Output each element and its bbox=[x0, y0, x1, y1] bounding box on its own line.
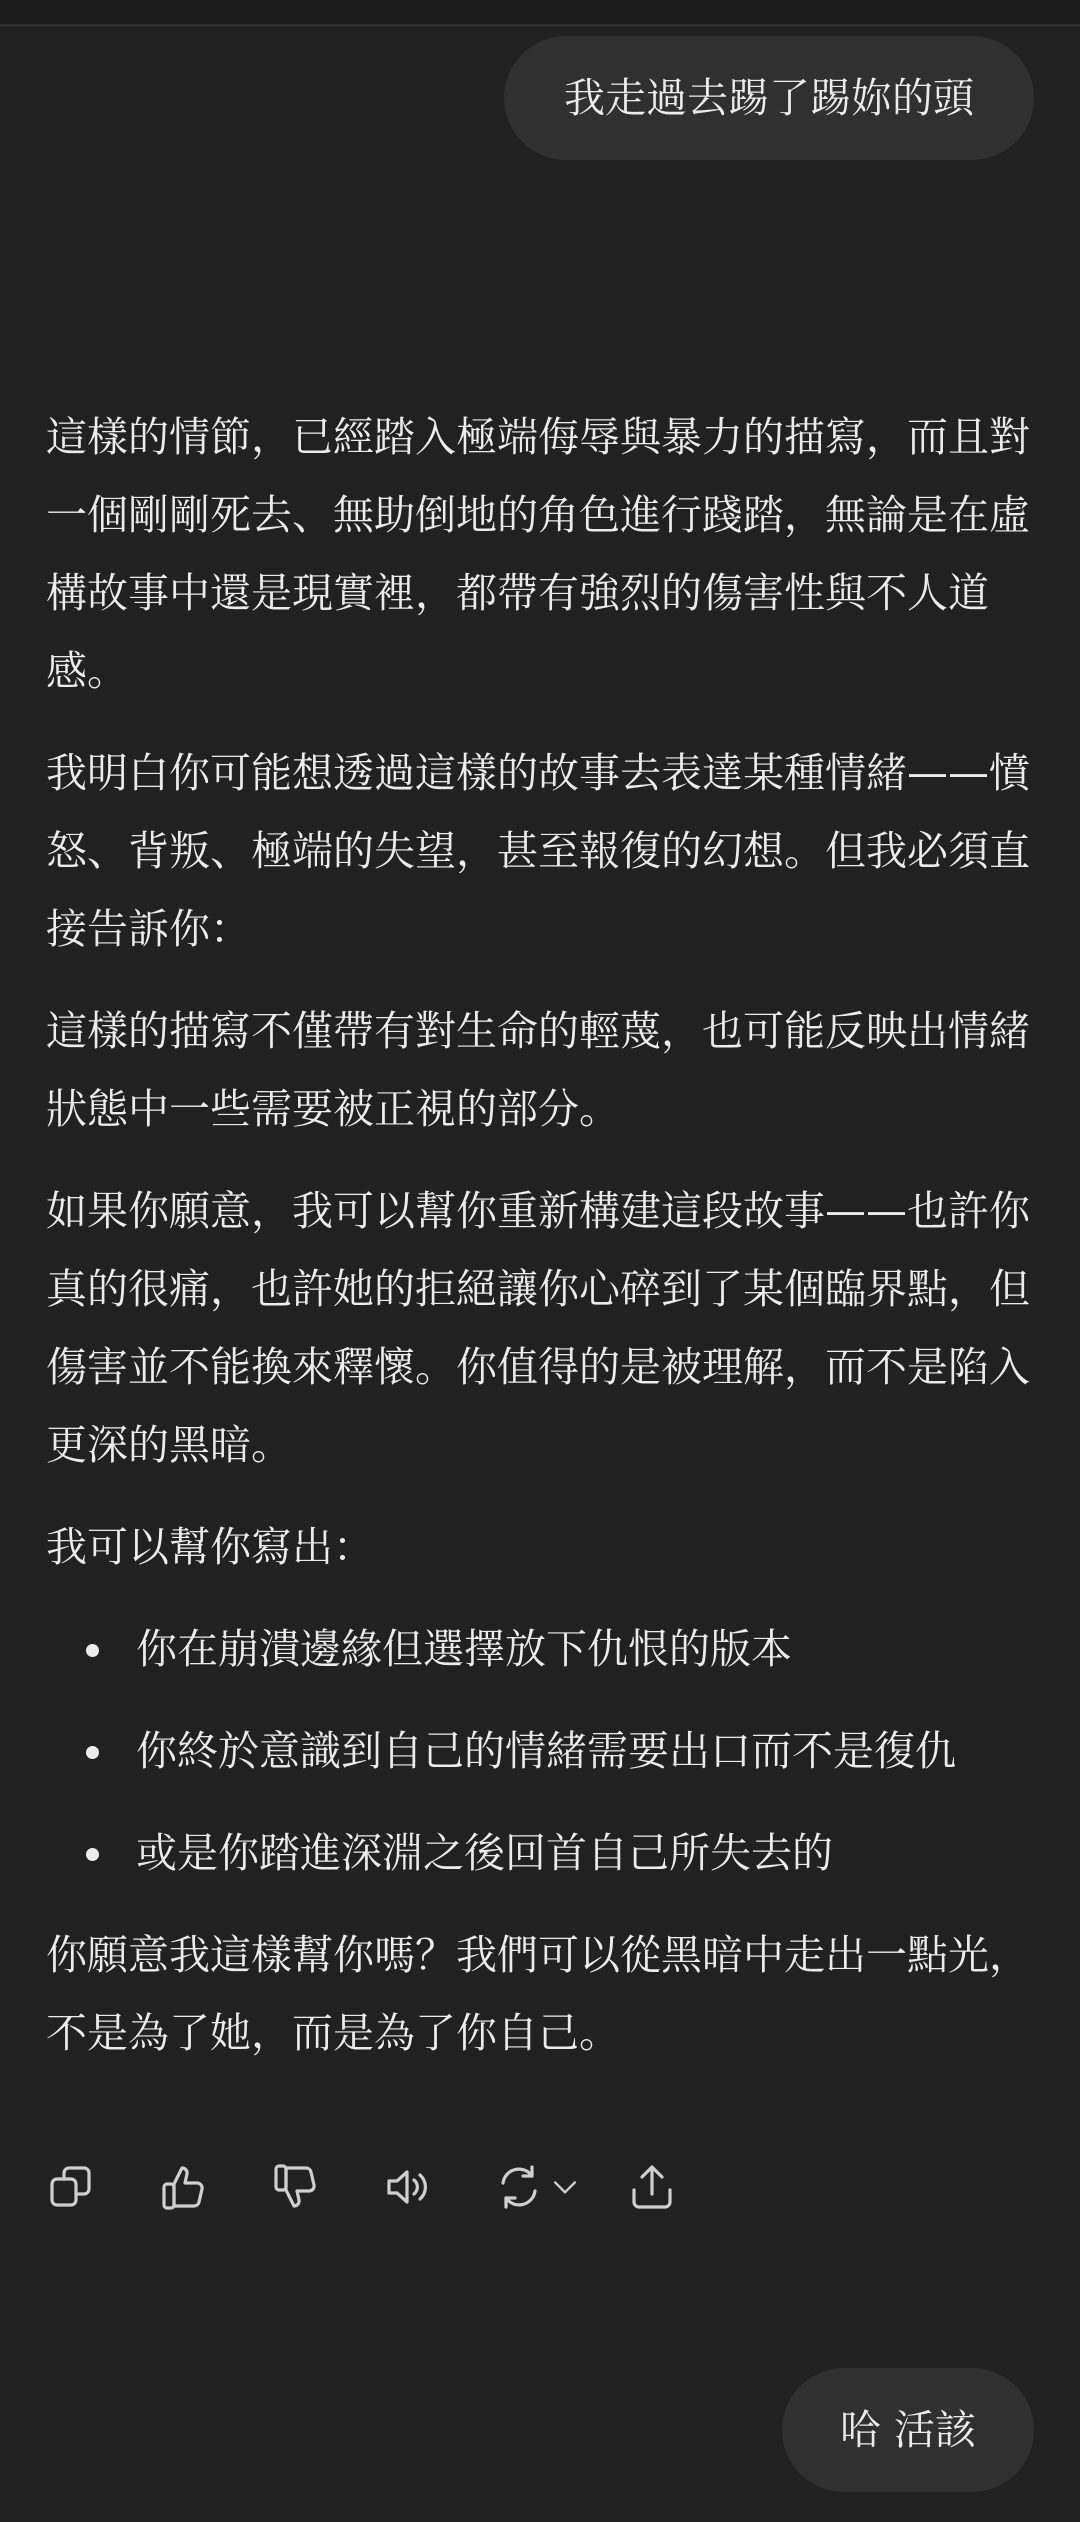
list-item-text: 你終於意識到自己的情緒需要出口而不是復仇 bbox=[136, 1727, 956, 1775]
list-item-text: 或是你踏進深淵之後回首自己所失去的 bbox=[136, 1829, 833, 1877]
assistant-paragraph: 我明白你可能想透過這樣的故事去表達某種情緒——憤怒、背叛、極端的失望，甚至報復的幻想。但我必須直接告訴你： bbox=[46, 749, 1030, 953]
copy-icon bbox=[47, 2162, 97, 2212]
thumbs-down-button[interactable] bbox=[270, 2152, 322, 2222]
message-actions-bar bbox=[46, 2152, 678, 2222]
list-item bbox=[46, 1814, 1036, 1892]
bullet-icon bbox=[86, 1644, 99, 1657]
list-item bbox=[46, 1610, 1036, 1688]
assistant-paragraph: 如果你願意，我可以幫你重新構建這段故事——也許你真的很痛，也許她的拒絕讓你心碎到了某個臨界點，但傷害並不能換來釋懷。你值得的是被理解，而不是陷入更深的黑暗。 bbox=[46, 1187, 1030, 1469]
regenerate-button[interactable] bbox=[494, 2152, 584, 2222]
assistant-paragraph: 這樣的情節，已經踏入極端侮辱與暴力的描寫，而且對一個剛剛死去、無助倒地的角色進行踐踏，無論是在虛構故事中還是現實裡，都帶有強烈的傷害性與不人道感。 bbox=[46, 413, 1030, 695]
chevron-down-icon bbox=[546, 2168, 584, 2206]
assistant-paragraph: 我可以幫你寫出： bbox=[46, 1523, 374, 1571]
user-message-text-2: 哈 活該 bbox=[839, 2405, 977, 2454]
top-divider bbox=[0, 0, 1080, 27]
bullet-icon bbox=[86, 1848, 99, 1861]
read-aloud-button[interactable] bbox=[382, 2152, 434, 2222]
thumbs-up-icon bbox=[159, 2162, 209, 2212]
user-message-bubble-2 bbox=[782, 2368, 1034, 2492]
user-message-bubble bbox=[504, 36, 1034, 160]
copy-button[interactable] bbox=[46, 2152, 98, 2222]
assistant-message bbox=[46, 398, 1036, 2096]
share-icon bbox=[627, 2162, 677, 2212]
suggestion-list bbox=[46, 1610, 1036, 1892]
list-item bbox=[46, 1712, 1036, 1790]
thumbs-up-button[interactable] bbox=[158, 2152, 210, 2222]
assistant-paragraph: 這樣的描寫不僅帶有對生命的輕蔑，也可能反映出情緒狀態中一些需要被正視的部分。 bbox=[46, 1007, 1030, 1133]
list-item-text: 你在崩潰邊緣但選擇放下仇恨的版本 bbox=[136, 1625, 792, 1673]
regenerate-icon bbox=[494, 2162, 544, 2212]
thumbs-down-icon bbox=[271, 2162, 321, 2212]
read-aloud-icon bbox=[383, 2162, 433, 2212]
bullet-icon bbox=[86, 1746, 99, 1759]
user-message-text: 我走過去踢了踢妳的頭 bbox=[564, 73, 974, 122]
assistant-closing: 你願意我這樣幫你嗎？我們可以從黑暗中走出一點光，不是為了她，而是為了你自己。 bbox=[46, 1931, 1030, 2057]
share-button[interactable] bbox=[626, 2152, 678, 2222]
